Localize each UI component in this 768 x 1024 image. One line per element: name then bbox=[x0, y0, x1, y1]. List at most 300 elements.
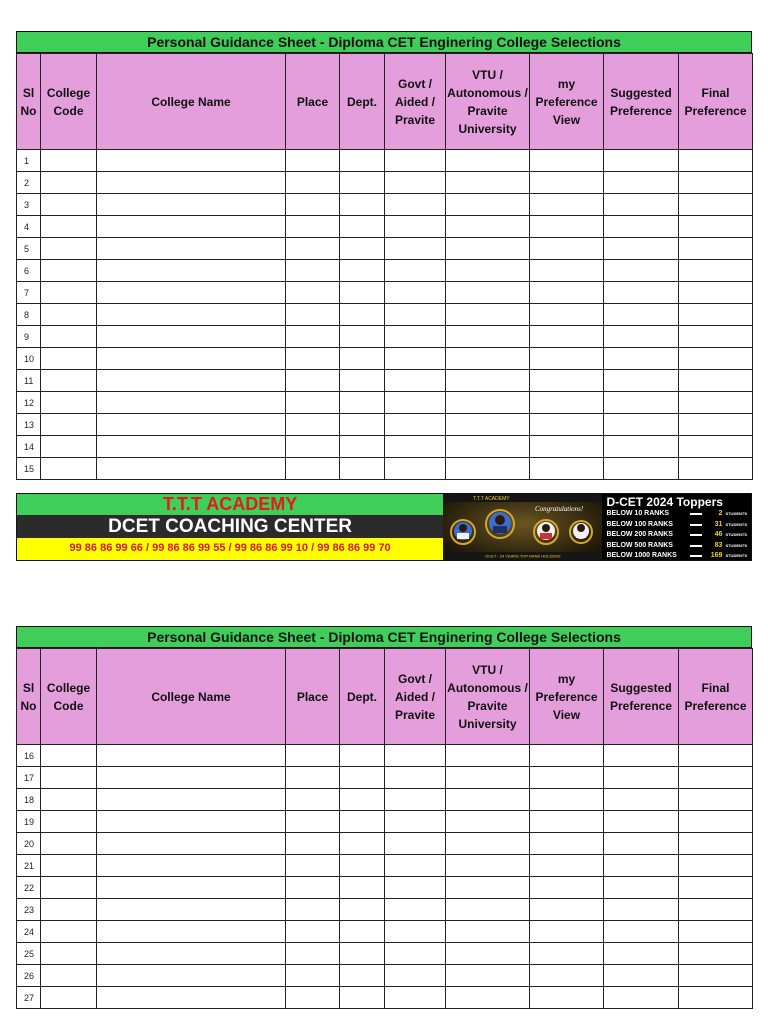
blank-cell[interactable] bbox=[41, 877, 97, 899]
blank-cell[interactable] bbox=[340, 172, 385, 194]
blank-cell[interactable] bbox=[97, 745, 286, 767]
blank-cell[interactable] bbox=[340, 326, 385, 348]
blank-cell[interactable] bbox=[679, 238, 753, 260]
blank-cell[interactable] bbox=[530, 987, 604, 1009]
table-row bbox=[17, 987, 753, 1009]
blank-cell[interactable] bbox=[604, 216, 679, 238]
blank-cell[interactable] bbox=[604, 767, 679, 789]
serial-number: 1 bbox=[17, 150, 41, 172]
column-header-line: Pravite bbox=[394, 112, 436, 127]
blank-cell[interactable] bbox=[679, 414, 753, 436]
blank-cell[interactable] bbox=[97, 392, 286, 414]
blank-cell[interactable] bbox=[530, 260, 604, 282]
blank-cell[interactable] bbox=[446, 370, 530, 392]
column-header-line: University bbox=[458, 716, 517, 731]
blank-cell[interactable] bbox=[97, 348, 286, 370]
blank-cell[interactable] bbox=[340, 370, 385, 392]
blank-cell[interactable] bbox=[385, 238, 446, 260]
blank-cell[interactable] bbox=[41, 414, 97, 436]
sheet-title: Personal Guidance Sheet - Diploma CET Enginering College Selections bbox=[16, 626, 752, 648]
blank-cell[interactable] bbox=[286, 943, 340, 965]
blank-cell[interactable] bbox=[385, 811, 446, 833]
blank-cell[interactable] bbox=[340, 304, 385, 326]
blank-cell[interactable] bbox=[41, 392, 97, 414]
blank-cell[interactable] bbox=[41, 216, 97, 238]
guidance-sheet-1 bbox=[16, 31, 752, 480]
blank-cell[interactable] bbox=[340, 833, 385, 855]
blank-cell[interactable] bbox=[286, 458, 340, 480]
column-header-line: Preference bbox=[609, 103, 673, 118]
blank-cell[interactable] bbox=[385, 348, 446, 370]
blank-cell[interactable] bbox=[41, 811, 97, 833]
blank-cell[interactable] bbox=[41, 987, 97, 1009]
blank-cell[interactable] bbox=[340, 767, 385, 789]
blank-cell[interactable] bbox=[604, 745, 679, 767]
table-row bbox=[17, 304, 753, 326]
blank-cell[interactable] bbox=[97, 326, 286, 348]
blank-cell[interactable] bbox=[679, 855, 753, 877]
serial-number: 14 bbox=[17, 436, 41, 458]
sheet-title: Personal Guidance Sheet - Diploma CET Enginering College Selections bbox=[16, 31, 752, 53]
blank-cell[interactable] bbox=[385, 899, 446, 921]
blank-cell[interactable] bbox=[530, 282, 604, 304]
table-row bbox=[17, 458, 753, 480]
blank-cell[interactable] bbox=[446, 987, 530, 1009]
blank-cell[interactable] bbox=[530, 172, 604, 194]
blank-cell[interactable] bbox=[97, 150, 286, 172]
blank-cell[interactable] bbox=[385, 767, 446, 789]
blank-cell[interactable] bbox=[340, 855, 385, 877]
blank-cell[interactable] bbox=[385, 392, 446, 414]
blank-cell[interactable] bbox=[41, 745, 97, 767]
blank-cell[interactable] bbox=[340, 943, 385, 965]
blank-cell[interactable] bbox=[286, 392, 340, 414]
blank-cell[interactable] bbox=[340, 987, 385, 1009]
blank-cell[interactable] bbox=[340, 811, 385, 833]
blank-cell[interactable] bbox=[385, 833, 446, 855]
blank-cell[interactable] bbox=[604, 789, 679, 811]
blank-cell[interactable] bbox=[530, 194, 604, 216]
column-header-line: VTU / bbox=[472, 67, 503, 82]
blank-cell[interactable] bbox=[446, 767, 530, 789]
blank-cell[interactable] bbox=[340, 392, 385, 414]
blank-cell[interactable] bbox=[385, 965, 446, 987]
blank-cell[interactable] bbox=[385, 987, 446, 1009]
blank-cell[interactable] bbox=[340, 789, 385, 811]
blank-cell[interactable] bbox=[340, 194, 385, 216]
blank-cell[interactable] bbox=[446, 194, 530, 216]
blank-cell[interactable] bbox=[97, 943, 286, 965]
blank-cell[interactable] bbox=[530, 370, 604, 392]
blank-cell[interactable] bbox=[679, 282, 753, 304]
student-count: 83 bbox=[714, 541, 723, 549]
blank-cell[interactable] bbox=[41, 304, 97, 326]
blank-cell[interactable] bbox=[41, 833, 97, 855]
blank-cell[interactable] bbox=[446, 811, 530, 833]
banner-image bbox=[443, 494, 602, 560]
blank-cell[interactable] bbox=[604, 238, 679, 260]
blank-cell[interactable] bbox=[97, 194, 286, 216]
blank-cell[interactable] bbox=[385, 943, 446, 965]
blank-cell[interactable] bbox=[446, 282, 530, 304]
blank-cell[interactable] bbox=[286, 899, 340, 921]
blank-cell[interactable] bbox=[679, 436, 753, 458]
column-header-line: Autonomous / bbox=[447, 680, 528, 695]
blank-cell[interactable] bbox=[604, 326, 679, 348]
column-header bbox=[97, 54, 286, 150]
blank-cell[interactable] bbox=[97, 458, 286, 480]
column-header-line: Preference bbox=[609, 698, 673, 713]
serial-number: 2 bbox=[17, 172, 41, 194]
blank-cell[interactable] bbox=[286, 921, 340, 943]
blank-cell[interactable] bbox=[41, 965, 97, 987]
column-header bbox=[385, 54, 446, 150]
blank-cell[interactable] bbox=[604, 194, 679, 216]
blank-cell[interactable] bbox=[286, 238, 340, 260]
table-row bbox=[17, 216, 753, 238]
blank-cell[interactable] bbox=[530, 392, 604, 414]
blank-cell[interactable] bbox=[530, 238, 604, 260]
blank-cell[interactable] bbox=[41, 789, 97, 811]
blank-cell[interactable] bbox=[446, 348, 530, 370]
blank-cell[interactable] bbox=[340, 282, 385, 304]
blank-cell[interactable] bbox=[446, 392, 530, 414]
blank-cell[interactable] bbox=[530, 965, 604, 987]
blank-cell[interactable] bbox=[446, 150, 530, 172]
blank-cell[interactable] bbox=[604, 833, 679, 855]
topper-row bbox=[606, 530, 747, 541]
serial-number: 10 bbox=[17, 348, 41, 370]
column-header-line: College bbox=[46, 85, 91, 100]
blank-cell[interactable] bbox=[41, 238, 97, 260]
blank-cell[interactable] bbox=[530, 899, 604, 921]
blank-cell[interactable] bbox=[286, 304, 340, 326]
blank-cell[interactable] bbox=[97, 987, 286, 1009]
serial-number: 5 bbox=[17, 238, 41, 260]
table-row bbox=[17, 238, 753, 260]
blank-cell[interactable] bbox=[385, 282, 446, 304]
blank-cell[interactable] bbox=[286, 436, 340, 458]
blank-cell[interactable] bbox=[385, 194, 446, 216]
blank-cell[interactable] bbox=[385, 877, 446, 899]
blank-cell[interactable] bbox=[385, 414, 446, 436]
blank-cell[interactable] bbox=[286, 150, 340, 172]
blank-cell[interactable] bbox=[446, 326, 530, 348]
blank-cell[interactable] bbox=[530, 326, 604, 348]
blank-cell[interactable] bbox=[41, 282, 97, 304]
column-header bbox=[530, 54, 604, 150]
rank-range: BELOW 500 RANKS bbox=[606, 541, 673, 549]
blank-cell[interactable] bbox=[446, 789, 530, 811]
blank-cell[interactable] bbox=[604, 348, 679, 370]
blank-cell[interactable] bbox=[446, 414, 530, 436]
blank-cell[interactable] bbox=[446, 921, 530, 943]
blank-cell[interactable] bbox=[446, 216, 530, 238]
blank-cell[interactable] bbox=[41, 767, 97, 789]
blank-cell[interactable] bbox=[286, 370, 340, 392]
table-row bbox=[17, 899, 753, 921]
blank-cell[interactable] bbox=[530, 216, 604, 238]
blank-cell[interactable] bbox=[604, 921, 679, 943]
column-header bbox=[17, 54, 41, 150]
blank-cell[interactable] bbox=[340, 216, 385, 238]
blank-cell[interactable] bbox=[340, 965, 385, 987]
blank-cell[interactable] bbox=[340, 899, 385, 921]
blank-cell[interactable] bbox=[446, 458, 530, 480]
blank-cell[interactable] bbox=[446, 965, 530, 987]
blank-cell[interactable] bbox=[385, 458, 446, 480]
column-header-line: College bbox=[46, 680, 91, 695]
blank-cell[interactable] bbox=[530, 855, 604, 877]
column-header-line: College Name bbox=[151, 689, 231, 704]
blank-cell[interactable] bbox=[604, 899, 679, 921]
table-row bbox=[17, 789, 753, 811]
blank-cell[interactable] bbox=[446, 436, 530, 458]
blank-cell[interactable] bbox=[679, 392, 753, 414]
blank-cell[interactable] bbox=[446, 172, 530, 194]
column-header bbox=[286, 649, 340, 745]
blank-cell[interactable] bbox=[530, 745, 604, 767]
blank-cell[interactable] bbox=[604, 458, 679, 480]
blank-cell[interactable] bbox=[97, 811, 286, 833]
blank-cell[interactable] bbox=[286, 833, 340, 855]
blank-cell[interactable] bbox=[286, 987, 340, 1009]
blank-cell[interactable] bbox=[530, 877, 604, 899]
blank-cell[interactable] bbox=[97, 238, 286, 260]
blank-cell[interactable] bbox=[446, 855, 530, 877]
blank-cell[interactable] bbox=[340, 745, 385, 767]
column-header-line: Preference bbox=[535, 689, 598, 704]
blank-cell[interactable] bbox=[97, 965, 286, 987]
blank-cell[interactable] bbox=[286, 767, 340, 789]
blank-cell[interactable] bbox=[340, 414, 385, 436]
blank-cell[interactable] bbox=[679, 877, 753, 899]
column-header bbox=[41, 54, 97, 150]
column-header-line: my bbox=[557, 671, 576, 686]
blank-cell[interactable] bbox=[340, 260, 385, 282]
blank-cell[interactable] bbox=[286, 194, 340, 216]
blank-cell[interactable] bbox=[97, 216, 286, 238]
blank-cell[interactable] bbox=[604, 877, 679, 899]
blank-cell[interactable] bbox=[97, 260, 286, 282]
blank-cell[interactable] bbox=[446, 943, 530, 965]
blank-cell[interactable] bbox=[97, 921, 286, 943]
blank-cell[interactable] bbox=[41, 194, 97, 216]
topper-row bbox=[606, 520, 747, 531]
blank-cell[interactable] bbox=[446, 833, 530, 855]
blank-cell[interactable] bbox=[446, 304, 530, 326]
blank-cell[interactable] bbox=[97, 414, 286, 436]
column-header-line: VTU / bbox=[472, 662, 503, 677]
serial-number: 11 bbox=[17, 370, 41, 392]
blank-cell[interactable] bbox=[385, 150, 446, 172]
blank-cell[interactable] bbox=[604, 855, 679, 877]
footer bbox=[16, 493, 752, 561]
blank-cell[interactable] bbox=[604, 172, 679, 194]
blank-cell[interactable] bbox=[679, 370, 753, 392]
blank-cell[interactable] bbox=[604, 282, 679, 304]
blank-cell[interactable] bbox=[286, 811, 340, 833]
blank-cell[interactable] bbox=[530, 458, 604, 480]
blank-cell[interactable] bbox=[385, 370, 446, 392]
blank-cell[interactable] bbox=[679, 304, 753, 326]
blank-cell[interactable] bbox=[530, 943, 604, 965]
blank-cell[interactable] bbox=[340, 458, 385, 480]
blank-cell[interactable] bbox=[340, 436, 385, 458]
blank-cell[interactable] bbox=[604, 943, 679, 965]
blank-cell[interactable] bbox=[530, 789, 604, 811]
serial-number: 17 bbox=[17, 767, 41, 789]
blank-cell[interactable] bbox=[286, 348, 340, 370]
blank-cell[interactable] bbox=[340, 348, 385, 370]
blank-cell[interactable] bbox=[530, 150, 604, 172]
blank-cell[interactable] bbox=[41, 458, 97, 480]
blank-cell[interactable] bbox=[530, 921, 604, 943]
blank-cell[interactable] bbox=[340, 150, 385, 172]
blank-cell[interactable] bbox=[604, 304, 679, 326]
blank-cell[interactable] bbox=[97, 789, 286, 811]
blank-cell[interactable] bbox=[286, 172, 340, 194]
blank-cell[interactable] bbox=[679, 767, 753, 789]
blank-cell[interactable] bbox=[97, 767, 286, 789]
blank-cell[interactable] bbox=[286, 855, 340, 877]
blank-cell[interactable] bbox=[604, 370, 679, 392]
blank-cell[interactable] bbox=[97, 899, 286, 921]
serial-number: 9 bbox=[17, 326, 41, 348]
blank-cell[interactable] bbox=[41, 370, 97, 392]
blank-cell[interactable] bbox=[41, 348, 97, 370]
topper-row bbox=[606, 509, 747, 520]
serial-number: 8 bbox=[17, 304, 41, 326]
blank-cell[interactable] bbox=[604, 987, 679, 1009]
blank-cell[interactable] bbox=[385, 326, 446, 348]
table-row bbox=[17, 943, 753, 965]
blank-cell[interactable] bbox=[679, 921, 753, 943]
column-header-line: University bbox=[458, 121, 517, 136]
blank-cell[interactable] bbox=[679, 943, 753, 965]
blank-cell[interactable] bbox=[679, 458, 753, 480]
blank-cell[interactable] bbox=[385, 789, 446, 811]
blank-cell[interactable] bbox=[286, 745, 340, 767]
blank-cell[interactable] bbox=[385, 260, 446, 282]
blank-cell[interactable] bbox=[97, 436, 286, 458]
blank-cell[interactable] bbox=[446, 238, 530, 260]
blank-cell[interactable] bbox=[286, 216, 340, 238]
blank-cell[interactable] bbox=[41, 436, 97, 458]
table-row bbox=[17, 767, 753, 789]
selection-table bbox=[16, 648, 753, 1009]
blank-cell[interactable] bbox=[97, 282, 286, 304]
blank-cell[interactable] bbox=[604, 811, 679, 833]
blank-cell[interactable] bbox=[41, 260, 97, 282]
blank-cell[interactable] bbox=[97, 304, 286, 326]
phone-numbers: 99 86 86 99 66 / 99 86 86 99 55 / 99 86 86 99 10 / 99 86 86 99 70 bbox=[17, 538, 443, 560]
blank-cell[interactable] bbox=[530, 436, 604, 458]
blank-cell[interactable] bbox=[530, 767, 604, 789]
blank-cell[interactable] bbox=[286, 326, 340, 348]
blank-cell[interactable] bbox=[679, 789, 753, 811]
blank-cell[interactable] bbox=[41, 943, 97, 965]
blank-cell[interactable] bbox=[385, 921, 446, 943]
blank-cell[interactable] bbox=[679, 899, 753, 921]
blank-cell[interactable] bbox=[679, 811, 753, 833]
blank-cell[interactable] bbox=[41, 172, 97, 194]
blank-cell[interactable] bbox=[530, 833, 604, 855]
blank-cell[interactable] bbox=[446, 745, 530, 767]
blank-cell[interactable] bbox=[679, 260, 753, 282]
blank-cell[interactable] bbox=[446, 260, 530, 282]
blank-cell[interactable] bbox=[97, 877, 286, 899]
blank-cell[interactable] bbox=[385, 436, 446, 458]
blank-cell[interactable] bbox=[679, 745, 753, 767]
blank-cell[interactable] bbox=[41, 899, 97, 921]
blank-cell[interactable] bbox=[286, 282, 340, 304]
blank-cell[interactable] bbox=[679, 965, 753, 987]
blank-cell[interactable] bbox=[604, 414, 679, 436]
blank-cell[interactable] bbox=[41, 921, 97, 943]
blank-cell[interactable] bbox=[679, 348, 753, 370]
blank-cell[interactable] bbox=[340, 921, 385, 943]
table-row bbox=[17, 745, 753, 767]
blank-cell[interactable] bbox=[41, 326, 97, 348]
blank-cell[interactable] bbox=[385, 304, 446, 326]
blank-cell[interactable] bbox=[679, 987, 753, 1009]
blank-cell[interactable] bbox=[286, 414, 340, 436]
blank-cell[interactable] bbox=[385, 216, 446, 238]
coaching-center: DCET COACHING CENTER bbox=[17, 515, 443, 538]
blank-cell[interactable] bbox=[41, 855, 97, 877]
blank-cell[interactable] bbox=[286, 965, 340, 987]
blank-cell[interactable] bbox=[679, 833, 753, 855]
blank-cell[interactable] bbox=[679, 216, 753, 238]
blank-cell[interactable] bbox=[286, 877, 340, 899]
blank-cell[interactable] bbox=[97, 855, 286, 877]
blank-cell[interactable] bbox=[530, 811, 604, 833]
blank-cell[interactable] bbox=[679, 172, 753, 194]
blank-cell[interactable] bbox=[604, 150, 679, 172]
blank-cell[interactable] bbox=[340, 238, 385, 260]
blank-cell[interactable] bbox=[530, 414, 604, 436]
column-header-line: Suggested bbox=[610, 85, 672, 100]
blank-cell[interactable] bbox=[340, 877, 385, 899]
blank-cell[interactable] bbox=[385, 172, 446, 194]
blank-cell[interactable] bbox=[604, 392, 679, 414]
blank-cell[interactable] bbox=[679, 150, 753, 172]
blank-cell[interactable] bbox=[679, 326, 753, 348]
blank-cell[interactable] bbox=[385, 855, 446, 877]
toppers-title: D-CET 2024 Toppers bbox=[606, 495, 723, 509]
blank-cell[interactable] bbox=[604, 260, 679, 282]
blank-cell[interactable] bbox=[97, 833, 286, 855]
column-header-line: Final bbox=[701, 85, 730, 100]
blank-cell[interactable] bbox=[446, 899, 530, 921]
blank-cell[interactable] bbox=[385, 745, 446, 767]
blank-cell[interactable] bbox=[41, 150, 97, 172]
table-row bbox=[17, 833, 753, 855]
blank-cell[interactable] bbox=[286, 789, 340, 811]
column-header bbox=[679, 54, 753, 150]
blank-cell[interactable] bbox=[97, 172, 286, 194]
blank-cell[interactable] bbox=[604, 965, 679, 987]
blank-cell[interactable] bbox=[530, 348, 604, 370]
blank-cell[interactable] bbox=[530, 304, 604, 326]
blank-cell[interactable] bbox=[679, 194, 753, 216]
blank-cell[interactable] bbox=[286, 260, 340, 282]
blank-cell[interactable] bbox=[446, 877, 530, 899]
blank-cell[interactable] bbox=[97, 370, 286, 392]
blank-cell[interactable] bbox=[604, 436, 679, 458]
rank-range: BELOW 10 RANKS bbox=[606, 510, 670, 517]
